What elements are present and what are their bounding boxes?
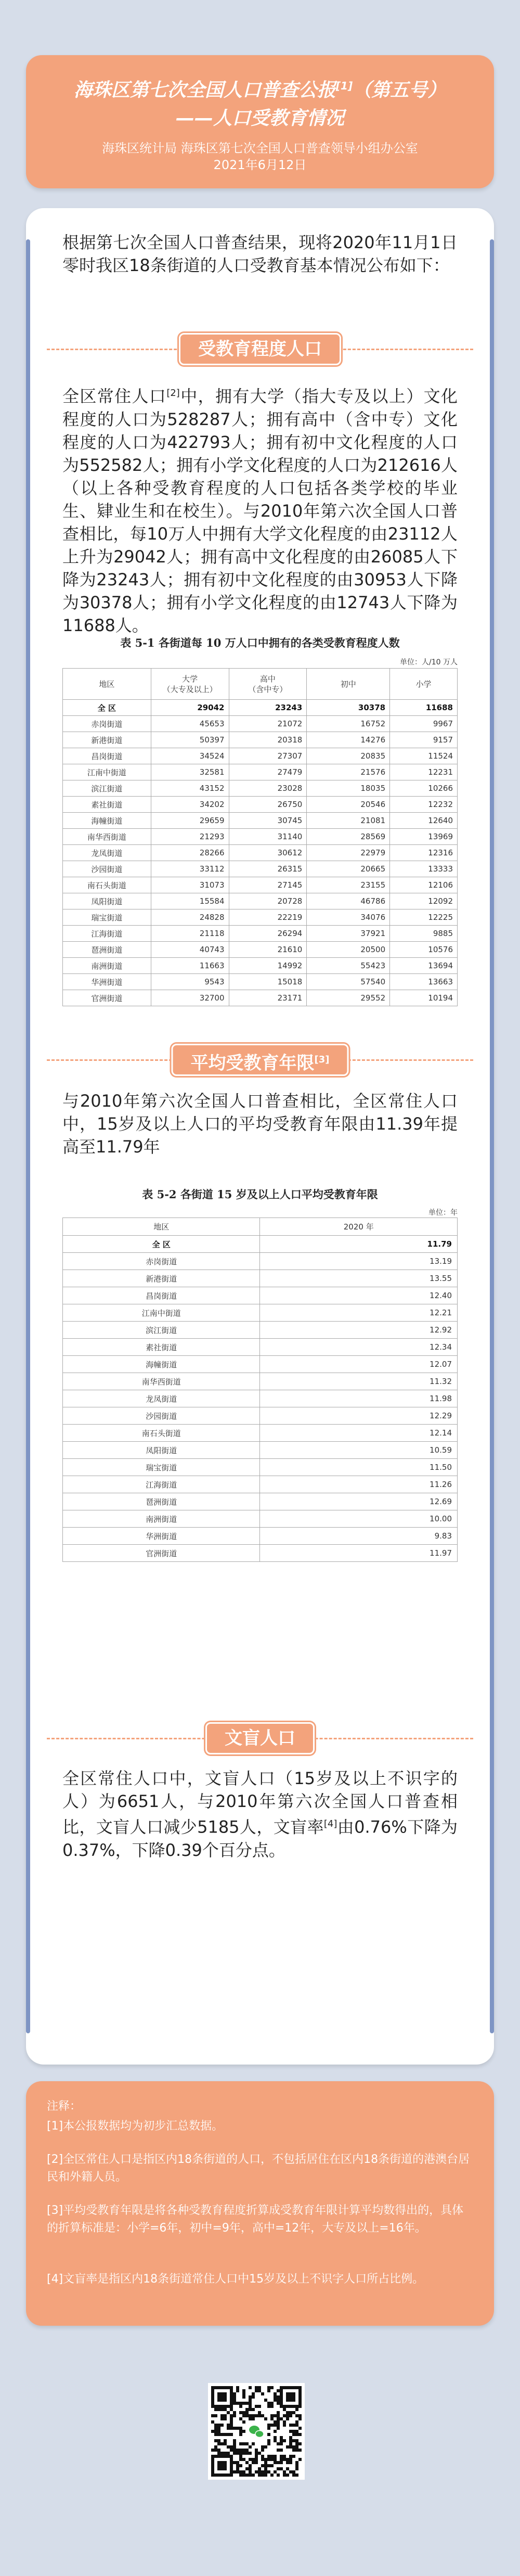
value-cell: 10.59 [260,1442,458,1459]
value-cell: 43152 [151,780,229,797]
value-cell: 22219 [229,909,307,926]
value-cell: 34524 [151,748,229,764]
region-cell: 全 区 [63,1236,260,1253]
value-cell: 12.92 [260,1322,458,1339]
value-cell: 23155 [307,877,390,893]
value-cell: 32581 [151,764,229,780]
region-cell: 官洲街道 [63,990,151,1006]
table-row [63,764,458,780]
table-row [63,909,458,926]
note-1: [1]本公报数据均为初步汇总数据。 [47,2120,224,2133]
table1-header-cell [307,669,390,700]
section-education-level [26,333,494,364]
header-text: 地区 [99,679,115,689]
value-cell: 12232 [390,797,458,813]
note-2: [2]全区常住人口是指区内18条街道的人口，不包括居住在区内18条街道的港澳台居民和外籍人员。 [47,2153,470,2184]
value-cell: 29552 [307,990,390,1006]
value-cell: 23171 [229,990,307,1006]
section-illiteracy [26,1722,494,1753]
text: 由0.76%下降为0.37%，下降0.39个百分点。 [62,1817,458,1860]
region-cell: 南洲街道 [63,1510,260,1528]
region-cell: 凤阳街道 [63,1442,260,1459]
region-cell: 沙园街道 [63,861,151,877]
value-cell: 11.50 [260,1459,458,1476]
value-cell: 9.83 [260,1528,458,1545]
value-cell: 10.00 [260,1510,458,1528]
region-cell: 江海街道 [63,926,151,942]
value-cell: 13663 [390,974,458,990]
value-cell: 12.34 [260,1339,458,1356]
value-cell: 27145 [229,877,307,893]
table-row [63,1459,458,1476]
value-cell: 20835 [307,748,390,764]
value-cell: 31140 [229,829,307,845]
value-cell: 27479 [229,764,307,780]
table1-header-cell [229,669,307,700]
note-3: [3]平均受教育年限是将各种受教育程度折算成受教育年限计算平均数得出的，具体的折算标准是：小学=6年，初中=9年，高中=12年，大专及以上=16年。 [47,2204,464,2235]
value-cell: 23028 [229,780,307,797]
region-cell: 华洲街道 [63,1528,260,1545]
table-row [63,1356,458,1373]
value-cell: 9885 [390,926,458,942]
value-cell: 11688 [390,700,458,716]
header-text: 初中 [340,679,356,689]
table-row [63,1373,458,1390]
value-cell: 14276 [307,732,390,748]
title-note[interactable]: [1] [335,80,353,92]
value-cell: 12.14 [260,1425,458,1442]
region-cell: 南华西街道 [63,1373,260,1390]
footnote-ref[interactable]: [2] [166,388,180,399]
region-cell: 江南中街道 [63,764,151,780]
region-cell: 素社街道 [63,1339,260,1356]
region-cell: 赤岗街道 [63,1253,260,1270]
value-cell: 12225 [390,909,458,926]
value-cell: 9543 [151,974,229,990]
section-title [172,1044,349,1076]
value-cell: 12.40 [260,1287,458,1304]
value-cell: 40743 [151,942,229,958]
table-row [63,716,458,732]
region-cell: 海幢街道 [63,813,151,829]
issue-date: 2021年6月12日 [213,158,307,172]
text: 平均受教育年限 [190,1053,315,1074]
table-row [63,1425,458,1442]
table-row [63,990,458,1006]
table-row [63,926,458,942]
header-card [26,55,494,188]
region-cell: 海幢街道 [63,1356,260,1373]
header-text: 高中 [259,674,276,684]
value-cell: 55423 [307,958,390,974]
illiteracy-paragraph [62,1767,458,1862]
table-row [63,797,458,813]
region-cell: 昌岗街道 [63,748,151,764]
table-row [63,1407,458,1425]
value-cell: 21293 [151,829,229,845]
table1-unit: 单位：人/10 万人 [400,658,458,667]
region-cell: 瑞宝街道 [63,909,151,926]
note-4: [4]文盲率是指区内18条街道常住人口中15岁及以上不识字人口所占比例。 [47,2273,424,2286]
title-main: 海珠区第七次全国人口普查公报 [73,80,336,101]
header-text: 小学 [415,679,432,689]
value-cell: 12231 [390,764,458,780]
qr-code-graphic [208,2383,305,2480]
value-cell: 34202 [151,797,229,813]
value-cell: 21081 [307,813,390,829]
notes-title: 注释： [47,2100,82,2113]
value-cell: 13.19 [260,1253,458,1270]
intro-paragraph: 根据第七次全国人口普查结果，现将2020年11月1日零时我区18条街道的人口受教育基本情况公布如下： [62,233,458,275]
value-cell: 30745 [229,813,307,829]
table-row [63,974,458,990]
table-row [63,1545,458,1562]
education-table [62,668,458,1006]
value-cell: 10576 [390,942,458,958]
region-cell: 官洲街道 [63,1545,260,1562]
footnote-ref[interactable]: [4] [323,1818,337,1829]
table-row [63,829,458,845]
value-cell: 27307 [229,748,307,764]
region-cell: 南华西街道 [63,829,151,845]
region-cell: 南石头街道 [63,1425,260,1442]
region-cell: 龙凤街道 [63,1390,260,1407]
value-cell: 21118 [151,926,229,942]
value-cell: 9967 [390,716,458,732]
value-cell: 24828 [151,909,229,926]
table-row [63,861,458,877]
value-cell: 26750 [229,797,307,813]
region-cell: 沙园街道 [63,1407,260,1425]
value-cell: 12092 [390,893,458,909]
table1-caption: 表 5-1 各街道每 10 万人口中拥有的各类受教育程度人数 [120,636,400,649]
table-row [63,748,458,764]
region-cell: 凤阳街道 [63,893,151,909]
value-cell: 12640 [390,813,458,829]
region-cell: 南洲街道 [63,958,151,974]
table-row [63,1253,458,1270]
table-row [63,942,458,958]
value-cell: 12316 [390,845,458,861]
table-row [63,1528,458,1545]
region-cell: 瑞宝街道 [63,1459,260,1476]
value-cell: 13969 [390,829,458,845]
region-cell: 华洲街道 [63,974,151,990]
table2-header-cell: 地区 [63,1218,260,1236]
table-row [63,1390,458,1407]
value-cell: 9157 [390,732,458,748]
value-cell: 29659 [151,813,229,829]
text: 中，拥有大学（指大专及以上）文化程度的人口为528287人；拥有高中（含中专）文化程度的人口为422793人；拥有初中文化程度的人口为552582人；拥有小学文化程度的人口为212616人（以上各种受教育程度的人口包括各类学校的毕业生、肄业生和在校生）。与2010年第六次全国人口普查相比，每10万人中拥有大学文化程度的由23112人上升为29042人；拥有高中文化程度的由26085人下降为23243人；拥有初中文化程度的由30953人下降为30378人；拥有小学文化程度的由12743人下降为11688人。 [62,386,458,635]
average-years-table [62,1217,458,1562]
table-row [63,893,458,909]
value-cell: 57540 [307,974,390,990]
section-average-years [26,1044,494,1075]
value-cell: 13694 [390,958,458,974]
table-row [63,958,458,974]
region-cell: 滨江街道 [63,1322,260,1339]
value-cell: 46786 [307,893,390,909]
value-cell: 26315 [229,861,307,877]
value-cell: 23243 [229,700,307,716]
value-cell: 18035 [307,780,390,797]
table-row [63,780,458,797]
region-cell: 琶洲街道 [63,1493,260,1510]
value-cell: 20728 [229,893,307,909]
value-cell: 12.69 [260,1493,458,1510]
value-cell: 50397 [151,732,229,748]
table1-header-cell [390,669,458,700]
region-cell: 赤岗街道 [63,716,151,732]
region-cell: 滨江街道 [63,780,151,797]
value-cell: 12.21 [260,1304,458,1322]
value-cell: 31073 [151,877,229,893]
header-text: （大专及以上） [162,684,217,694]
table-row [63,877,458,893]
table-row [63,700,458,716]
table-row [63,813,458,829]
text: 全区常住人口 [62,386,167,406]
value-cell: 33112 [151,861,229,877]
table2-caption: 表 5-2 各街道 15 岁及以上人口平均受教育年限 [142,1188,378,1201]
issuing-organization: 海珠区统计局 海珠区第七次全国人口普查领导小组办公室 [102,141,418,156]
section-title: 受教育程度人口 [179,333,341,365]
value-cell: 20318 [229,732,307,748]
value-cell: 12.29 [260,1407,458,1425]
logo-bubble-small [255,2431,264,2438]
value-cell: 16752 [307,716,390,732]
value-cell: 11524 [390,748,458,764]
text: 全区常住人口中，文盲人口（15岁及以上不识字的人）为6651人，与2010年第六次全国人口普查相比，文盲人口减少5185人，文盲率 [62,1768,458,1837]
region-cell: 南石头街道 [63,877,151,893]
value-cell: 11.98 [260,1390,458,1407]
value-cell: 37921 [307,926,390,942]
page-title [26,72,494,133]
table-row [63,845,458,861]
value-cell: 21576 [307,764,390,780]
qr-code-icon[interactable] [208,2383,305,2480]
table2-unit: 单位：年 [428,1209,458,1217]
region-cell: 新港街道 [63,732,151,748]
value-cell: 20665 [307,861,390,877]
value-cell: 13333 [390,861,458,877]
value-cell: 34076 [307,909,390,926]
value-cell: 29042 [151,700,229,716]
region-cell: 龙凤街道 [63,845,151,861]
table-row [63,1270,458,1287]
region-cell: 江海街道 [63,1476,260,1493]
average-years-paragraph: 与2010年第六次全国人口普查相比，全区常住人口中，15岁及以上人口的平均受教育年限由11.39年提高至11.79年 [62,1091,458,1157]
value-cell: 26294 [229,926,307,942]
table-row [63,1510,458,1528]
value-cell: 12.07 [260,1356,458,1373]
region-cell: 江南中街道 [63,1304,260,1322]
value-cell: 13.55 [260,1270,458,1287]
table-row [63,1493,458,1510]
region-cell: 新港街道 [63,1270,260,1287]
table2-header-cell: 2020 年 [260,1218,458,1236]
title-subtitle: ——人口受教育情况 [175,108,344,129]
table1-header-cell [151,669,229,700]
value-cell: 14992 [229,958,307,974]
value-cell: 11663 [151,958,229,974]
value-cell: 45653 [151,716,229,732]
table-row [63,1287,458,1304]
value-cell: 22979 [307,845,390,861]
table-row [63,1236,458,1253]
value-cell: 12106 [390,877,458,893]
value-cell: 15018 [229,974,307,990]
value-cell: 11.32 [260,1373,458,1390]
notes-card [26,2081,494,2326]
value-cell: 28266 [151,845,229,861]
table-row [63,1476,458,1493]
region-cell: 全 区 [63,700,151,716]
wechat-logo-icon [247,2422,266,2441]
table-row [63,1442,458,1459]
value-cell: 10266 [390,780,458,797]
table1-header-cell [63,669,151,700]
title-issue: （第五号） [353,80,447,101]
value-cell: 21610 [229,942,307,958]
value-cell: 21072 [229,716,307,732]
value-cell: 28569 [307,829,390,845]
region-cell: 素社街道 [63,797,151,813]
table-row [63,1304,458,1322]
education-level-paragraph [62,382,458,637]
region-cell: 昌岗街道 [63,1287,260,1304]
value-cell: 11.26 [260,1476,458,1493]
region-cell: 琶洲街道 [63,942,151,958]
main-card [26,208,494,2065]
table-row [63,1339,458,1356]
footnote-ref[interactable]: [3] [314,1054,330,1065]
value-cell: 30612 [229,845,307,861]
table-row [63,1322,458,1339]
header-text: （含中专） [248,684,288,694]
value-cell: 11.79 [260,1236,458,1253]
value-cell: 20500 [307,942,390,958]
value-cell: 30378 [307,700,390,716]
value-cell: 32700 [151,990,229,1006]
section-title: 文盲人口 [205,1722,315,1754]
header-text: 大学 [182,674,198,684]
value-cell: 10194 [390,990,458,1006]
value-cell: 15584 [151,893,229,909]
value-cell: 11.97 [260,1545,458,1562]
value-cell: 20546 [307,797,390,813]
table-row [63,732,458,748]
